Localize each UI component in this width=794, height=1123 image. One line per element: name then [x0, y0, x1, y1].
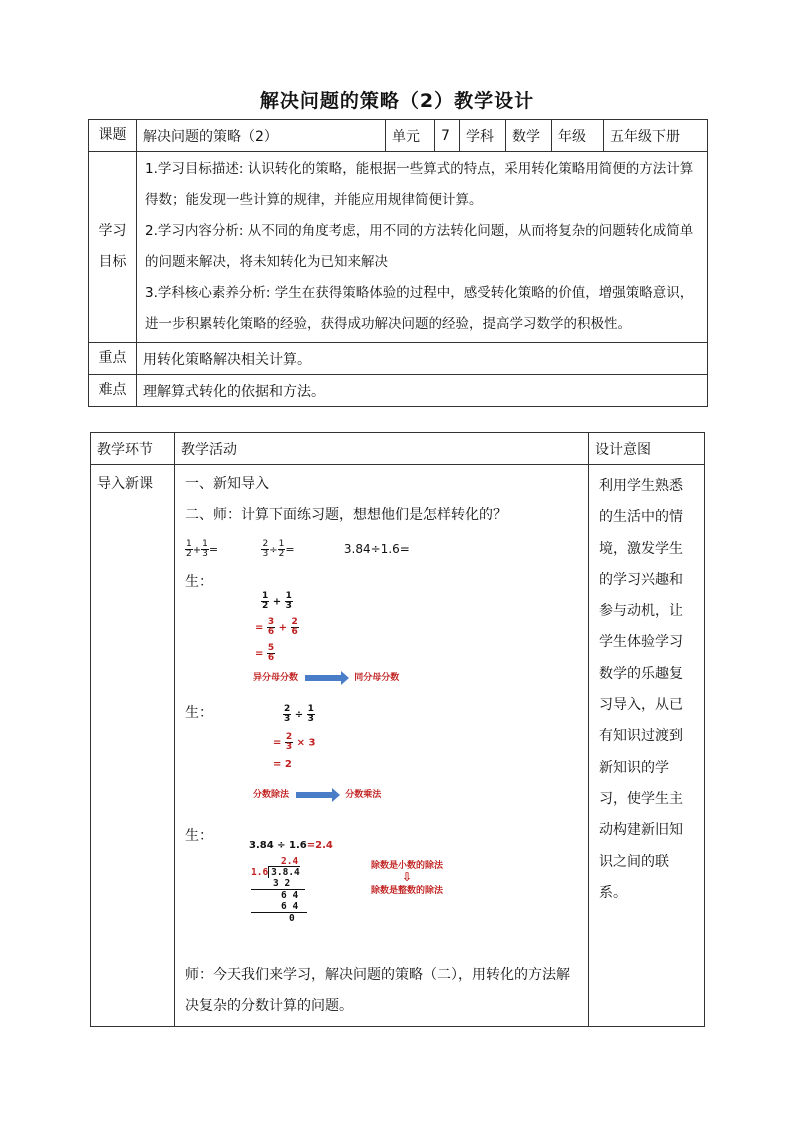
- fig2-result: = 2: [273, 759, 292, 770]
- grade-label: 年级: [552, 120, 604, 152]
- exercise-2: $\frac{2}{3}$ ÷ $\frac{1}{2}$ =: [262, 538, 295, 559]
- figure-decimal-division: [185, 840, 578, 952]
- subject-value: 数学: [506, 120, 552, 152]
- goals-label: [89, 152, 137, 343]
- fraction-third: $\frac{1}{3}$: [285, 591, 292, 611]
- fig3-r1: 3 2: [251, 878, 305, 890]
- difficulty-value: 理解算式转化的依据和方法。: [137, 375, 708, 407]
- activity-line1: 一、新知导入: [185, 476, 269, 492]
- unit-value: 7: [435, 120, 460, 152]
- fraction-half: $\frac{1}{2}$: [186, 538, 192, 559]
- fig3-r3: 6 4: [251, 901, 307, 913]
- exercise-row: [185, 531, 578, 567]
- fig3-result: =2.4: [306, 840, 333, 851]
- fraction-half: $\frac{1}{2}$: [262, 591, 269, 611]
- fraction-half: $\frac{1}{2}$: [278, 538, 285, 559]
- lesson-value: 解决问题的策略（2）: [137, 120, 386, 152]
- key-point-label: 重点: [89, 343, 137, 375]
- closing-text: 师：今天我们来学习，解决问题的策略（二），用转化的方法解决复杂的分数计算的问题。: [185, 967, 570, 1014]
- fraction-two-thirds: $\frac{2}{3}$: [284, 704, 291, 724]
- fig3-expr: 3.84 ÷ 1.6: [249, 840, 307, 851]
- fraction-third: $\frac{1}{3}$: [202, 538, 208, 559]
- figure-fraction-division: $\frac{2}{3}$ ÷ $\frac{1}{3}$ = $\frac{2}{3}$ × 3 = 2 分数除法 分数乘法: [253, 704, 382, 800]
- fraction-third: $\frac{1}{3}$: [307, 704, 314, 724]
- goal-item: 2.学习内容分析: 从不同的角度考虑，用不同的方法转化问题，从而将复杂的问题转化成简单的问题来解决，将未知转化为已知来解决: [145, 223, 694, 270]
- goals-label-line1: 学习: [98, 223, 127, 239]
- exercise-1: $\frac{1}{2}$ + $\frac{1}{3}$ =: [186, 538, 219, 559]
- fraction-three-sixths: $\frac{3}{6}$: [267, 617, 275, 637]
- arrow-right-icon: [296, 792, 332, 798]
- fraction-two-sixths: $\frac{2}{6}$: [291, 617, 298, 637]
- lesson-label: 课题: [89, 120, 137, 152]
- figure-fraction-addition: $\frac{1}{2}$ + $\frac{1}{3}$ = $\frac{3}{6}$ + $\frac{2}{6}$ = $\frac{5}{6}$ 异分母分数 同分母分数: [253, 591, 400, 683]
- fig3-note2: 除数是整数的除法: [371, 886, 444, 896]
- unit-label: 单元: [386, 120, 435, 152]
- fraction-two-thirds: $\frac{2}{3}$: [285, 732, 293, 752]
- lesson-info-table: [88, 119, 708, 407]
- grade-value: 五年级下册: [604, 120, 708, 152]
- arrow-down-icon: ⇩: [401, 870, 413, 884]
- fig3-divisor: 1.6: [251, 867, 269, 878]
- design-intent: 利用学生熟悉的生活中的情境，激发学生的学习兴趣和参与动机，让学生体验学习数学的乐趣复习导入，从已有知识过渡到新知识的学习，使学生主动构建新旧知识之间的联系。: [589, 465, 705, 1027]
- fig1-from: 异分母分数: [253, 673, 299, 683]
- fig3-quotient: 2.4: [281, 856, 299, 867]
- teaching-process-table: [90, 432, 705, 1027]
- goals-label-line2: 目标: [98, 254, 127, 270]
- fig2-to: 分数乘法: [345, 790, 382, 800]
- fig3-r2: 6 4: [281, 890, 299, 901]
- student-label-3: 生：: [185, 828, 213, 844]
- doc-title: 解决问题的策略（2）教学设计: [259, 90, 535, 112]
- goal-item: 1.学习目标描述: 认识转化的策略，能根据一些算式的特点，采用转化策略用简便的方法计算得数；能发现一些计算的规律，并能应用规律简便计算。: [145, 161, 694, 208]
- exercise-3: 3.84÷1.6=: [343, 542, 410, 556]
- key-point-value: 用转化策略解决相关计算。: [137, 343, 708, 375]
- fig3-note1: 除数是小数的除法: [371, 861, 444, 871]
- arrow-right-icon: [305, 675, 341, 681]
- fig1-to: 同分母分数: [354, 673, 400, 683]
- fig2-from: 分数除法: [253, 790, 290, 800]
- fraction-two-thirds: $\frac{2}{3}$: [262, 538, 269, 559]
- fraction-five-sixths: $\frac{5}{6}$: [267, 643, 275, 663]
- activity-cell: [175, 465, 589, 1027]
- fig3-r4: 0: [289, 913, 295, 924]
- goal-item: 3.学科核心素养分析: 学生在获得策略体验的过程中，感受转化策略的价值，增强策略意识，进一步积累转化策略的经验，获得成功解决问题的经验，提高学习数学的积极性。: [145, 285, 694, 332]
- difficulty-label: 难点: [89, 375, 137, 407]
- header-activity: 教学活动: [175, 433, 589, 465]
- fig3-dividend: 3.8.4: [268, 866, 300, 878]
- step-name: 导入新课: [91, 465, 175, 1027]
- activity-line2: 二、师：计算下面练习题，想想他们是怎样转化的？: [185, 507, 507, 523]
- header-intent: 设计意图: [589, 433, 705, 465]
- student-label-2: 生：: [185, 705, 213, 721]
- header-step: 教学环节: [91, 433, 175, 465]
- student-label-1: 生：: [185, 574, 213, 590]
- goals-content: [137, 152, 708, 343]
- subject-label: 学科: [460, 120, 506, 152]
